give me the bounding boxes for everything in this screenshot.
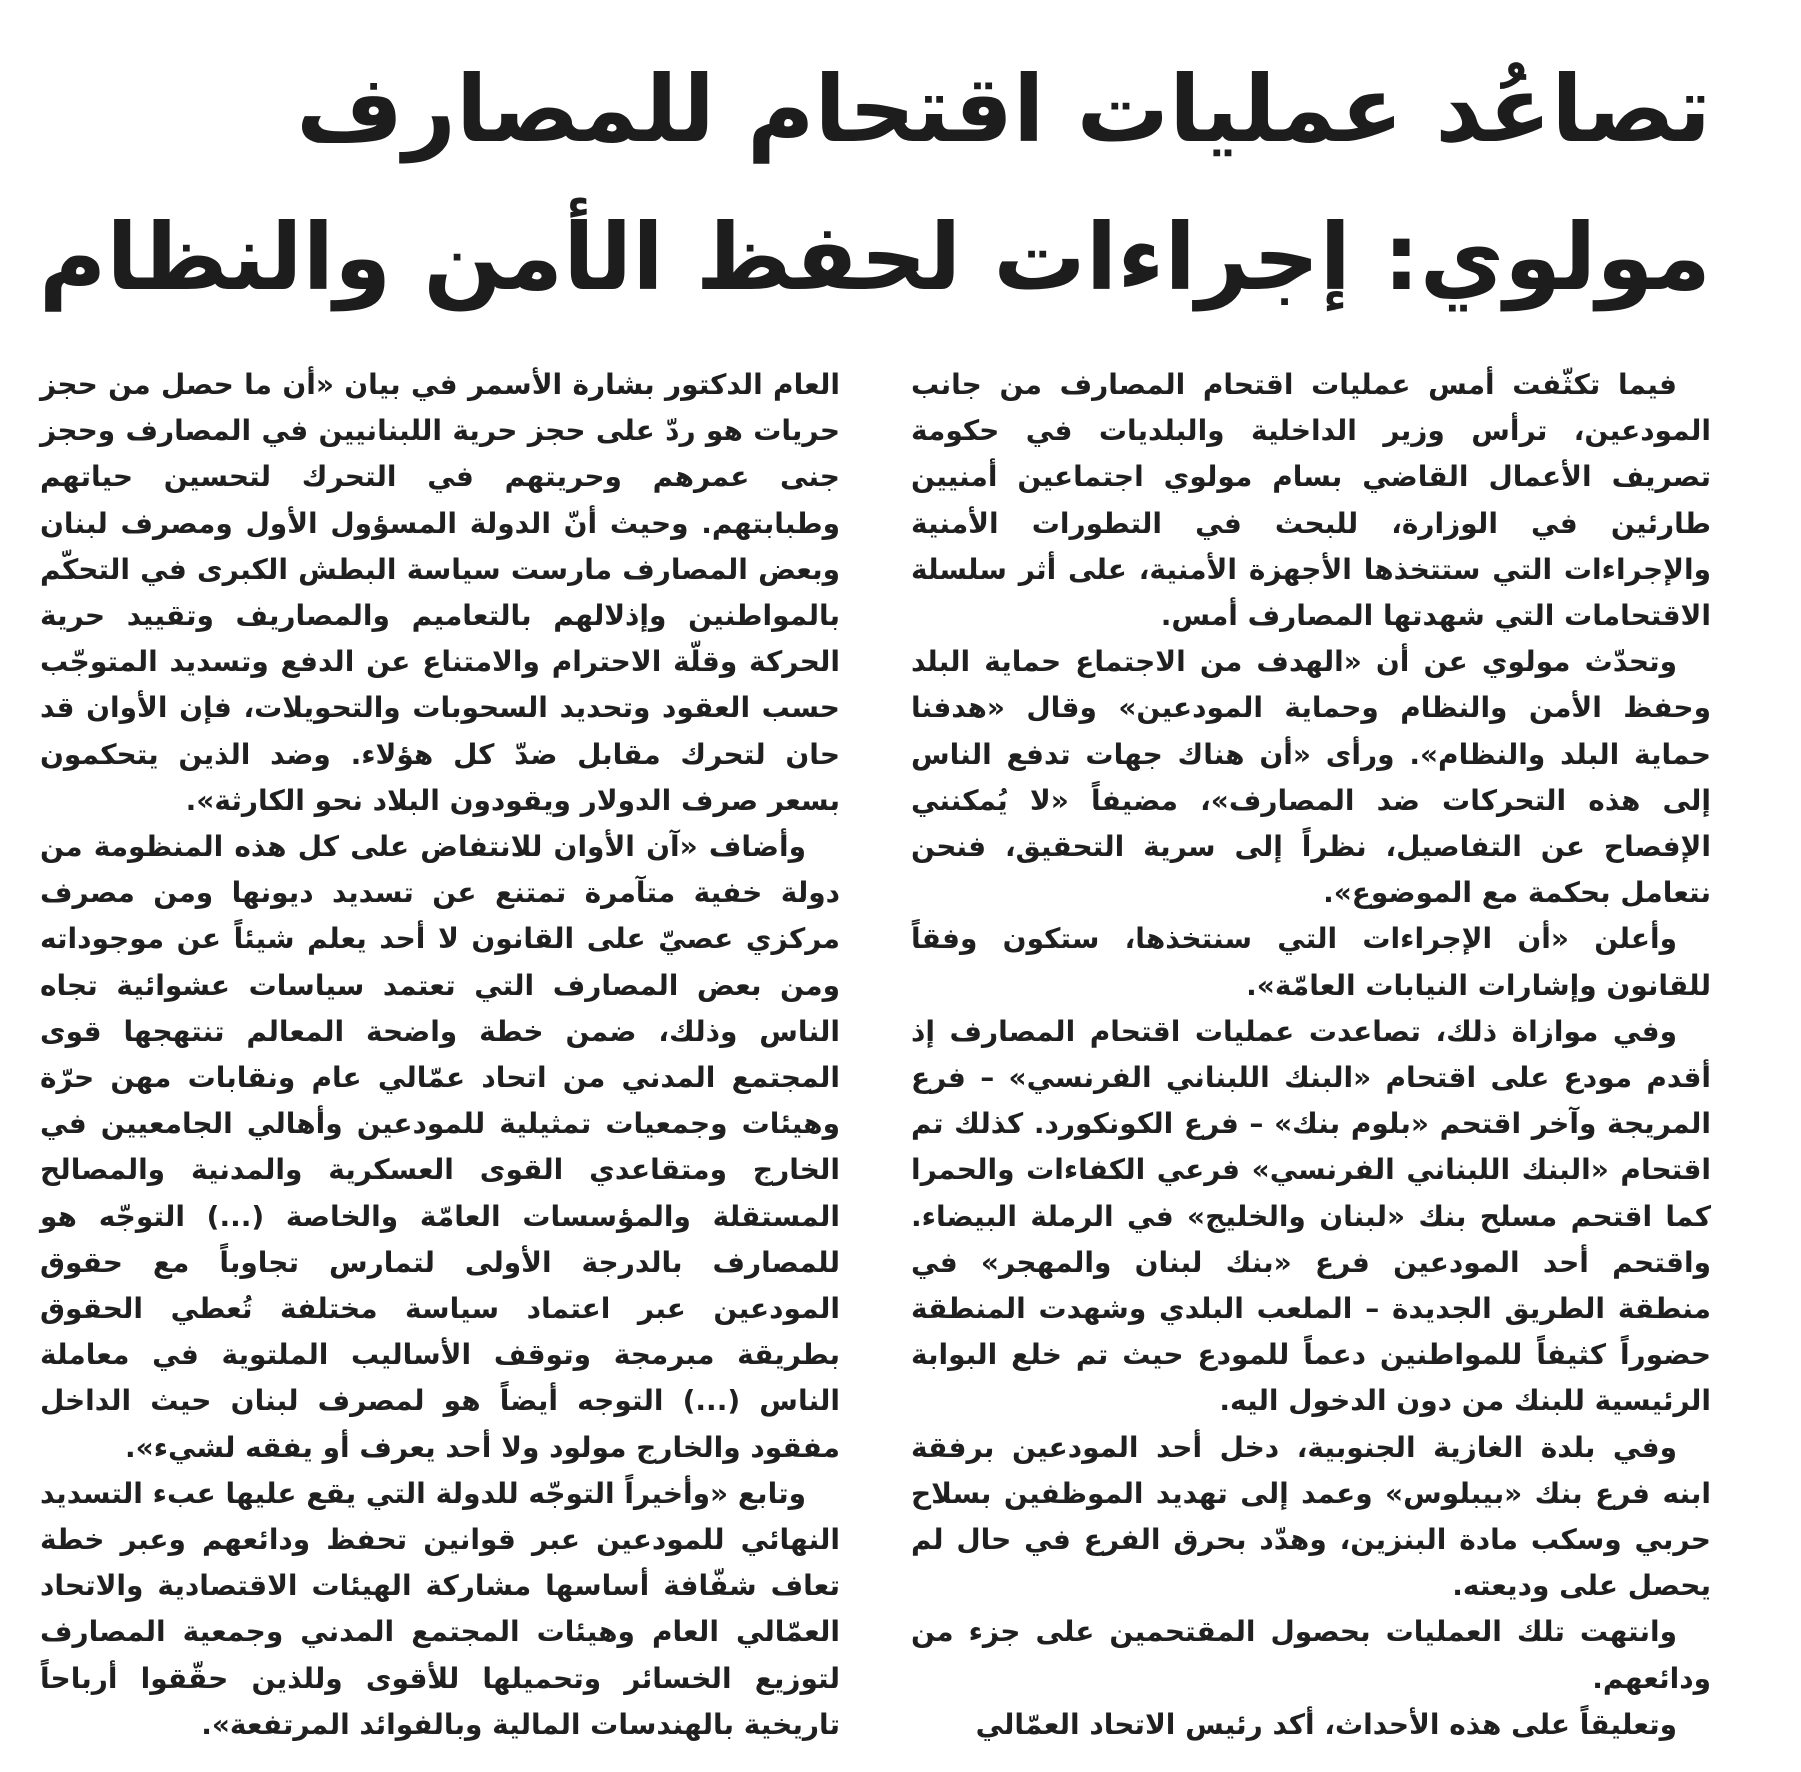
paragraph: وانتهت تلك العمليات بحصول المقتحمين على جزء من ودائعهم.: [911, 1615, 1711, 1695]
paragraph: فيما تكثّفت أمس عمليات اقتحام المصارف من جانب المودعين، ترأس وزير الداخلية والبلديات في حكومة تصريف الأعمال القاضي بسام مولوي اجتماعين أمنيين طارئين في الوزارة، للبحث في التطورات الأمنية والإجراءات التي ستتخذها الأجهزة الأمنية، على أثر سلسلة الاقتحامات التي شهدتها المصارف أمس.: [911, 368, 1711, 633]
article-column-right: [911, 362, 1711, 1748]
paragraph: وأعلن «أن الإجراءات التي سنتخذها، ستكون وفقاً للقانون وإشارات النيابات العامّة».: [911, 922, 1711, 1002]
headline-line-2: مولوي: إجراءات لحفظ الأمن والنظام: [38, 204, 1711, 311]
paragraph: وتابع «وأخيراً التوجّه للدولة التي يقع عليها عبء التسديد النهائي للمودعين عبر قوانين تحفظ ودائعهم وعبر خطة تعاف شفّافة أساسها مشاركة الهيئات الاقتصادية والاتحاد العمّالي العام وهيئات المجتمع المدني وجمعية المصارف لتوزيع الخسائر وتحميلها للأقوى وللذين حقّقوا أرباحاً تاريخية بالهندسات المالية وبالفوائد المرتفعة».: [40, 1476, 840, 1741]
paragraph: وتحدّث مولوي عن أن «الهدف من الاجتماع حماية البلد وحفظ الأمن والنظام وحماية المودعين» وقال «هدفنا حماية البلد والنظام». ورأى «أن هناك جهات تدفع الناس إلى هذه التحركات ضد المصارف»، مضيفاً «لا يُمكنني الإفصاح عن التفاصيل، نظراً إلى سرية التحقيق، فنحن نتعامل بحكمة مع الموضوع».: [911, 645, 1711, 910]
paragraph: وفي موازاة ذلك، تصاعدت عمليات اقتحام المصارف إذ أقدم مودع على اقتحام «البنك اللبناني الفرنسي» – فرع المريجة وآخر اقتحم «بلوم بنك» – فرع الكونكورد. كذلك تم اقتحام «البنك اللبناني الفرنسي» فرعي الكفاءات والحمرا كما اقتحم مسلح بنك «لبنان والخليج» في الرملة البيضاء. واقتحم أحد المودعين فرع «بنك لبنان والمهجر» في منطقة الطريق الجديدة – الملعب البلدي وشهدت المنطقة حضوراً كثيفاً للمواطنين دعماً للمودع حيث تم خلع البوابة الرئيسية للبنك من دون الدخول اليه.: [911, 1014, 1711, 1418]
article-column-left: [40, 362, 840, 1748]
paragraph: وتعليقاً على هذه الأحداث، أكد رئيس الاتحاد العمّالي: [975, 1707, 1677, 1741]
paragraph-continuation: العام الدكتور بشارة الأسمر في بيان «أن ما حصل من حجز حريات هو ردّ على حجز حرية اللبنانيين في المصارف وحجز جنى عمرهم وحريتهم في التحرك لتحسين حياتهم وطبابتهم. وحيث أنّ الدولة المسؤول الأول ومصرف لبنان وبعض المصارف مارست سياسة البطش الكبرى في التحكّم بالمواطنين وإذلالهم بالتعاميم والمصاريف وتقييد حرية الحركة وقلّة الاحترام والامتناع عن الدفع وتسديد المتوجّب حسب العقود وتحديد السحوبات والتحويلات، فإن الأوان قد حان لتحرك مقابل ضدّ كل هؤلاء. وضد الذين يتحكمون بسعر صرف الدولار ويقودون البلاد نحو الكارثة».: [40, 368, 840, 817]
headline-line-1: تصاعُد عمليات اقتحام للمصارف: [296, 56, 1711, 163]
paragraph: وفي بلدة الغازية الجنوبية، دخل أحد المودعين برفقة ابنه فرع بنك «بيبلوس» وعمد إلى تهديد الموظفين بسلاح حربي وسكب مادة البنزين، وهدّد بحرق الفرع في حال لم يحصل على وديعته.: [911, 1430, 1711, 1603]
paragraph: وأضاف «آن الأوان للانتفاض على كل هذه المنظومة من دولة خفية متآمرة تمتنع عن تسديد ديونها ومن مصرف مركزي عصيّ على القانون لا أحد يعلم شيئاً عن موجوداته ومن بعض المصارف التي تعتمد سياسات عشوائية تجاه الناس وذلك، ضمن خطة واضحة المعالم تنتهجها قوى المجتمع المدني من اتحاد عمّالي عام ونقابات مهن حرّة وهيئات وجمعيات تمثيلية للمودعين وأهالي الجامعيين في الخارج ومتقاعدي القوى العسكرية والمدنية والمصالح المستقلة والمؤسسات العامّة والخاصة (...) التوجّه هو للمصارف بالدرجة الأولى لتمارس تجاوباً مع حقوق المودعين عبر اعتماد سياسة مختلفة تُعطي الحقوق بطريقة مبرمجة وتوقف الأساليب الملتوية في معاملة الناس (...) التوجه أيضاً هو لمصرف لبنان حيث الداخل مفقود والخارج مولود ولا أحد يعرف أو يفقه لشيء».: [40, 830, 840, 1464]
